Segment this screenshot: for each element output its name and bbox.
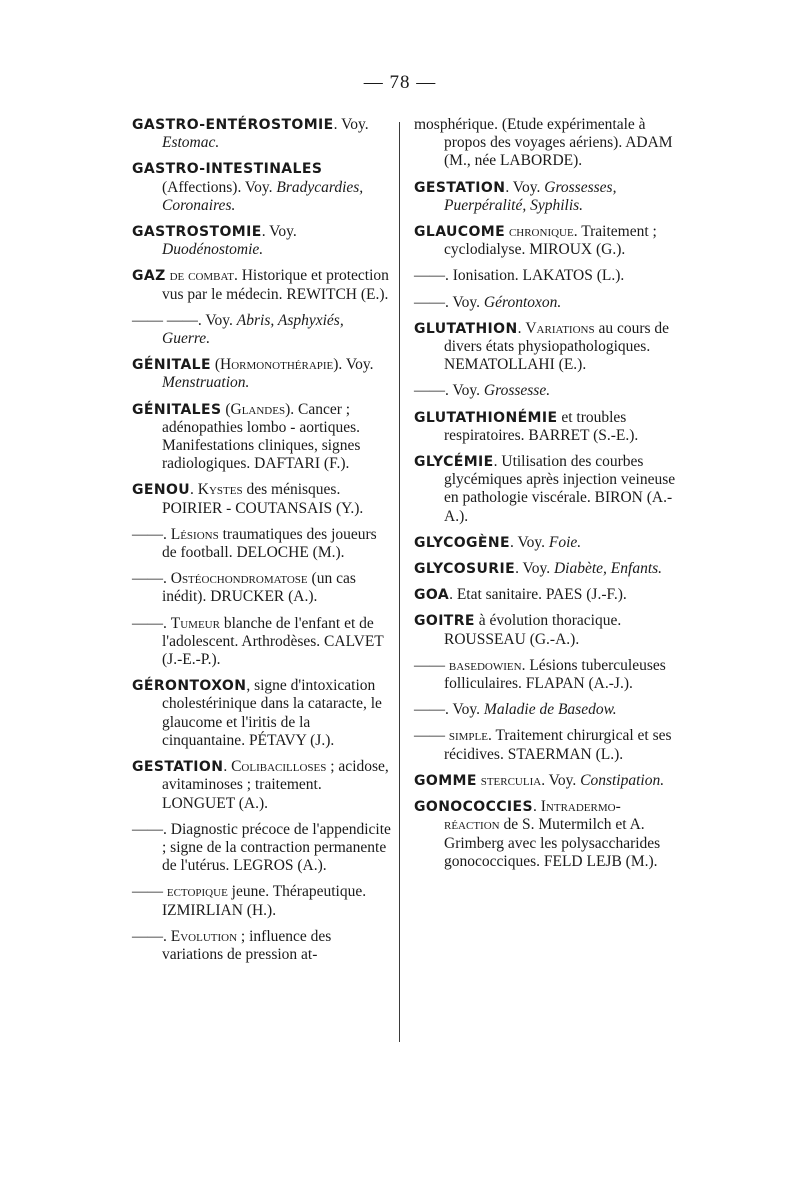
index-entry [132,883,394,919]
subheading-text: Evolution [170,927,238,945]
entry-term: GESTATION [132,759,224,776]
entry-text: . Voy. [509,533,549,551]
cross-reference: Abris, Asphyxiés, Guerre. [162,311,344,348]
index-entry [132,356,394,392]
index-entry [132,928,394,964]
entry-text: traumatiques des joueurs de football. DELOCHE (M.). [162,525,377,562]
subheading-text: Glandes [230,400,286,418]
entry-text: ( [210,356,221,374]
entry-text: . [517,319,526,337]
subheading-text: ectopique [166,883,228,901]
entry-text: . [533,798,541,816]
entry-text: mosphérique. (Etude expérimentale à propos des voyages aériens). ADAM (M., née LABORDE). [414,116,673,170]
cross-reference: Diabète, Enfants. [553,560,663,578]
subheading-text: Ostéochondromatose [170,570,308,588]
cross-reference: Maladie de Basedow. [483,701,617,719]
entry-text: à évolution thoracique. ROUSSEAU (G.-A.). [444,612,622,648]
entry-text: —— [132,883,167,901]
entry-text: ——. Ionisation. LAKATOS (L.). [414,267,625,285]
subheading-text: Tumeur [170,614,220,632]
entry-text: ——. Voy. [414,701,484,719]
entry-text: . Voy. [541,771,581,789]
subheading-text: sterculia [480,771,542,789]
entry-text: ; acidose, avitaminoses ; traitement. LONGUET (A.). [162,758,389,812]
index-entry [414,179,676,215]
subheading-text: basedowien [448,656,522,674]
cross-reference: Grossesses, Puerpéralité, Syphilis. [444,178,617,214]
entry-text: ). Cancer ; adénopathies lombo - aortiques. Manifestations cliniques, signes radiologiques. DAFTARI (F.). [162,400,361,473]
entry-text: ——. Voy. [414,382,484,400]
entry-text: . Voy. [515,560,554,578]
index-entry [414,657,676,693]
subheading-text: Intradermo-réaction [444,798,621,834]
entry-term: GLAUCOME [414,224,506,241]
column-divider [399,122,400,1042]
entry-text: . Traitement ; cyclodialyse. MIROUX (G.). [444,223,657,259]
entry-term: GAZ [132,268,166,285]
index-entry [132,401,394,474]
index-entry [414,560,676,578]
index-entry [132,615,394,670]
entry-text: . [190,481,198,499]
subheading-text: Kystes [197,481,243,499]
entry-text: de S. Mutermilch et A. Grimberg avec les polysaccharides gonococciques. FELD LEJB (M.). [444,816,661,870]
index-entry [414,294,676,312]
entry-term: GLYCÉMIE [414,454,494,471]
subheading-text: Lésions [170,525,219,543]
cross-reference: Grossesse. [483,382,551,400]
entry-text: . Voy. [333,116,369,133]
entry-term: GLYCOSURIE [414,561,516,578]
entry-text: —— ——. Voy. [132,311,237,329]
entry-term: GLUTATHIONÉMIE [414,409,558,426]
index-entry [132,481,394,517]
entry-text: ——. [132,570,171,588]
entry-term: GONOCOCCIES [414,799,533,816]
subheading-text: de combat [169,267,234,285]
index-entry [414,612,676,648]
index-entry [132,758,394,813]
index-entry [414,320,676,375]
entry-text: . Utilisation des courbes glycémiques après injection veineuse en pathologie viscérale. BIRON (A.-A.). [444,453,676,525]
index-entry [414,223,676,259]
subheading-text: Variations [525,319,595,337]
index-entry [132,223,394,259]
entry-term: GOA [414,587,450,604]
index-entry [132,160,394,215]
subheading-text: Colibacilloses [231,758,327,776]
cross-reference: Foie. [548,533,582,551]
subheading-text: Hormonothérapie [220,356,334,374]
cross-reference: Constipation. [580,771,665,789]
entry-text: . Voy. [505,178,545,196]
entry-text: ( [221,400,231,418]
entry-text: . Historique et protection vus par le médecin. REWITCH (E.). [162,267,389,303]
index-entry [132,526,394,562]
index-entry [414,116,676,171]
entry-text: au cours de divers états physiopathologiques. NEMATOLLAHI (E.). [444,319,670,374]
index-entry [414,534,676,552]
index-entry [414,409,676,445]
entry-text: jeune. Thérapeutique. IZMIRLIAN (H.). [162,883,367,919]
index-entry [414,453,676,526]
entry-text: ). Voy. [333,356,374,374]
index-entry [414,586,676,604]
entry-text: . Traitement chirurgical et ses récidives. STAERMAN (L.). [444,727,672,763]
index-entry [414,772,676,790]
entry-text: . Etat sanitaire. PAES (J.-F.). [449,586,627,604]
index-entry [132,821,394,876]
entry-text: (un cas inédit). DRUCKER (A.). [162,570,356,606]
page-number: — 78 — [363,72,437,93]
index-entry [414,727,676,763]
entry-text: , signe d'intoxication cholestérinique dans la cataracte, le glaucome et l'iritis de la cinquantaine. PÉTAVY (J.). [162,677,382,749]
entry-text: (Affections). Voy. [162,178,277,196]
index-entry [414,382,676,400]
entry-term: GÉNITALE [132,357,211,374]
cross-reference: Gérontoxon. [483,293,562,311]
cross-reference: Menstruation. [162,374,250,392]
index-entry [132,116,394,152]
index-entry [414,701,676,719]
entry-text: —— [414,727,449,745]
entry-text: et troubles respiratoires. BARRET (S.-E.). [444,408,639,444]
entry-term: GÉRONTOXON [132,678,247,695]
entry-text: ——. Diagnostic précoce de l'appendicite ; signe de la contraction permanente de l'utérus. LEGROS (A.). [132,820,391,875]
entry-term: GASTROSTOMIE [132,224,262,241]
entry-term: GLUTATHION [414,320,518,337]
entry-term: GESTATION [414,179,506,196]
entry-text: —— [414,656,449,674]
entry-term: GENOU [132,482,191,499]
entry-text: ——. [132,927,171,945]
entry-term: GOITRE [414,613,475,630]
entry-text: des ménisques. POIRIER - COUTANSAIS (Y.). [162,481,364,517]
index-entry [132,312,394,348]
index-entry [132,570,394,606]
cross-reference: Bradycardies, Coronaires. [162,178,364,214]
entry-term: GASTRO-INTESTINALES [132,161,323,178]
entry-text: . [223,758,232,776]
index-entry [132,677,394,750]
cross-reference: Estomac. [162,134,220,152]
entry-text: . Voy. [261,223,297,241]
entry-text: ——. Voy. [414,293,484,311]
index-entry [414,267,676,285]
entry-term: GASTRO-ENTÉROSTOMIE [132,117,334,133]
entry-text: ——. [132,614,171,632]
index-entry [132,267,394,303]
entry-text: blanche de l'enfant et de l'adolescent. Arthrodèses. CALVET (J.-E.-P.). [162,614,384,669]
index-column-left [132,116,394,972]
entry-term: GOMME [414,772,477,789]
entry-text: ; influence des variations de pression at- [162,927,332,963]
index-entry [414,798,676,871]
entry-text: ——. [132,525,171,543]
entry-term: GLYCOGÈNE [414,534,510,551]
cross-reference: Duodénostomie. [162,241,264,259]
entry-text: . Lésions tuberculeuses folliculaires. FLAPAN (A.-J.). [444,656,666,693]
index-column-right [414,116,676,879]
subheading-text: chronique [508,223,574,241]
subheading-text: simple [448,727,488,745]
entry-term: GÉNITALES [132,401,222,418]
